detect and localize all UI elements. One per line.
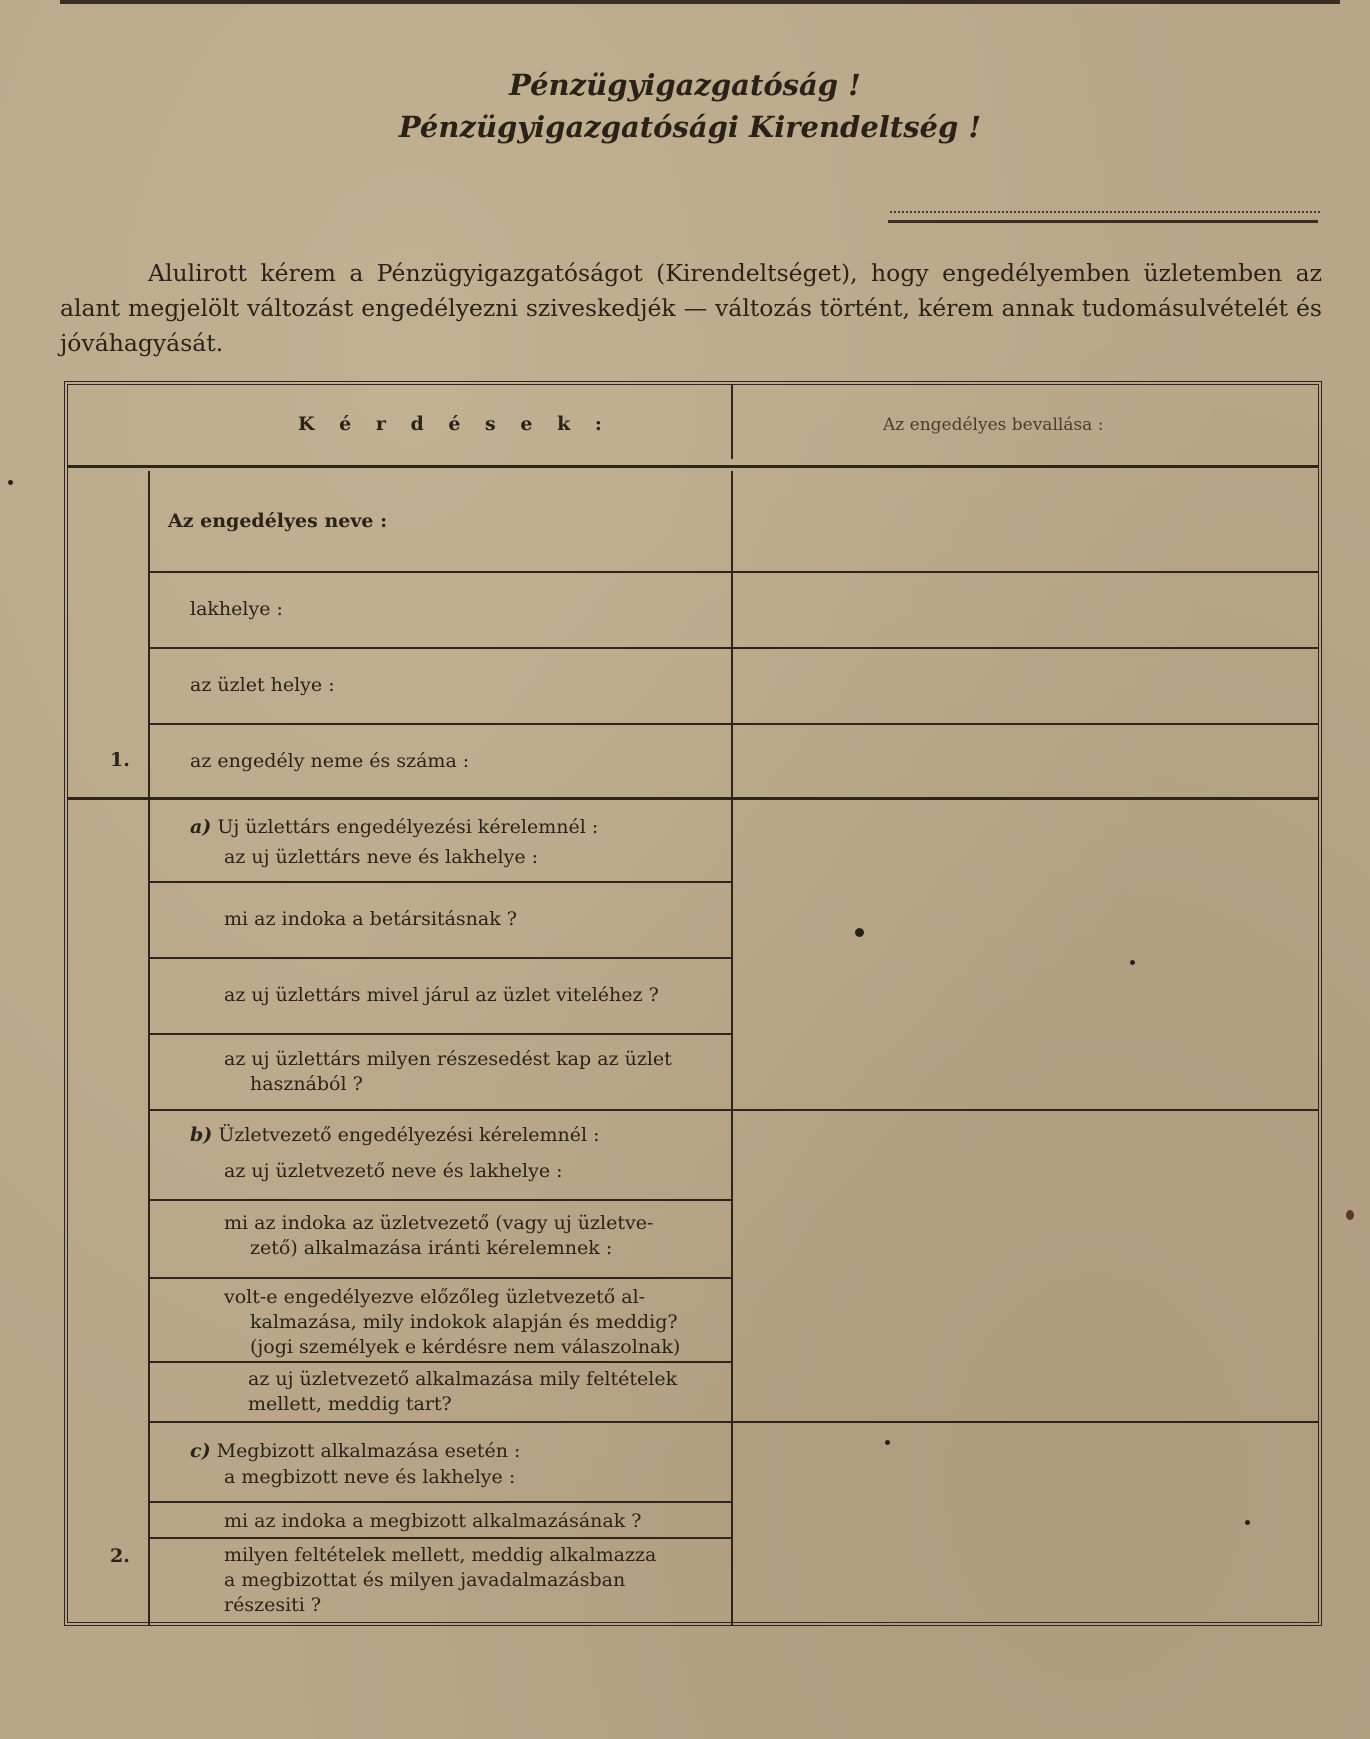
section-1-number: 1. xyxy=(110,749,130,771)
option-b-marker: b) xyxy=(190,1124,213,1146)
shop-location-label: az üzlet helye : xyxy=(190,674,335,696)
agent-name-label: a megbizott neve és lakhelye : xyxy=(224,1466,516,1488)
agent-terms-line1: milyen feltételek mellett, meddig alkalmazza xyxy=(224,1544,657,1566)
answer-column-divider xyxy=(731,471,733,1626)
row-rule xyxy=(148,1199,731,1201)
option-c-marker: c) xyxy=(190,1440,211,1462)
engedelyes-name-label xyxy=(168,509,387,534)
group-rule xyxy=(148,1421,1318,1423)
partner-share-label xyxy=(224,1047,672,1097)
heading-branch-office: Pénzügyigazgatósági Kirendeltség ! xyxy=(398,110,982,144)
paper-speck xyxy=(8,480,13,485)
new-partner-request-title: Uj üzlettárs engedélyezési kérelemnél : xyxy=(217,816,599,838)
intro-paragraph xyxy=(60,256,1322,361)
section-2-number: 2. xyxy=(110,1545,130,1567)
manager-request-label xyxy=(190,1123,600,1148)
row-rule xyxy=(148,723,1318,725)
option-a-marker: a) xyxy=(190,816,212,838)
partner-share-line1: az uj üzlettárs milyen részesedést kap az üzlet xyxy=(224,1048,672,1070)
questions-table xyxy=(64,381,1322,1626)
signature-dotted-line xyxy=(890,211,1320,213)
top-rule xyxy=(60,0,1340,4)
residence-label: lakhelye : xyxy=(190,598,283,620)
partner-contribution-label: az uj üzlettárs mivel járul az üzlet viteléhez ? xyxy=(224,984,659,1006)
section-rule xyxy=(68,797,1318,800)
engedelyes-name-text: Az engedélyes neve : xyxy=(168,510,388,532)
manager-reason-line2: zető) alkalmazása iránti kérelemnek : xyxy=(250,1237,613,1259)
agent-terms-line3: részesiti ? xyxy=(224,1594,322,1616)
manager-reason-line1: mi az indoka az üzletvezető (vagy uj üzletve- xyxy=(224,1212,654,1234)
row-rule xyxy=(148,1033,731,1035)
header-column-divider xyxy=(731,385,733,459)
intro-text: Alulirott kérem a Pénzügyigazgatóságot (Kirendeltséget), hogy engedélyemben üzletemben az alant megjelölt változást engedélyezni sziveskedjék — változás történt, kérem annak tudomásulvételét és jóváhagyását. xyxy=(60,259,1322,357)
previous-manager-line1: volt-e engedélyezve előzőleg üzletvezető al- xyxy=(224,1286,646,1308)
row-rule xyxy=(148,1361,731,1363)
row-rule xyxy=(148,957,731,959)
answers-column-header: Az engedélyes bevallása : xyxy=(883,415,1104,435)
paper-speck xyxy=(855,928,864,937)
group-rule xyxy=(148,1109,1318,1111)
number-column-divider xyxy=(148,471,150,1626)
previous-manager-label xyxy=(224,1285,680,1360)
agent-reason-label: mi az indoka a megbizott alkalmazásának ? xyxy=(224,1510,642,1532)
manager-terms-line1: az uj üzletvezető alkalmazása mily feltételek xyxy=(248,1368,678,1390)
questions-column-header: K é r d é s e k : xyxy=(298,413,611,435)
paper-speck xyxy=(1130,960,1135,965)
paper-speck xyxy=(885,1440,890,1445)
signature-rule xyxy=(888,220,1318,223)
agent-terms-line2: a megbizottat és milyen javadalmazásban xyxy=(224,1569,626,1591)
agent-terms-label xyxy=(224,1543,656,1618)
previous-manager-line3: (jogi személyek e kérdésre nem válaszolnak) xyxy=(250,1336,681,1358)
partner-share-line2: hasznából ? xyxy=(250,1073,363,1095)
manager-terms-label xyxy=(248,1367,677,1417)
manager-terms-line2: mellett, meddig tart? xyxy=(248,1393,452,1415)
row-rule xyxy=(148,881,731,883)
header-rule xyxy=(68,465,1318,468)
paper-speck xyxy=(1346,1210,1354,1220)
row-rule xyxy=(148,1537,731,1539)
heading-office: Pénzügyigazgatóság ! xyxy=(509,68,861,102)
manager-request-title: Üzletvezető engedélyezési kérelemnél : xyxy=(218,1124,600,1146)
licence-type-label: az engedély neme és száma : xyxy=(190,750,470,772)
row-rule xyxy=(148,571,1318,573)
row-rule xyxy=(148,647,1318,649)
row-rule xyxy=(148,1501,731,1503)
manager-reason-label xyxy=(224,1211,653,1261)
new-manager-name-label: az uj üzletvezető neve és lakhelye : xyxy=(224,1160,563,1182)
agent-employment-title: Megbizott alkalmazása esetén : xyxy=(216,1440,521,1462)
new-partner-request-label xyxy=(190,815,598,840)
new-partner-name-label: az uj üzlettárs neve és lakhelye : xyxy=(224,846,539,868)
partnership-reason-label: mi az indoka a betársitásnak ? xyxy=(224,908,517,930)
row-rule xyxy=(148,1277,731,1279)
previous-manager-line2: kalmazása, mily indokok alapján és meddig? xyxy=(250,1311,678,1333)
agent-employment-label xyxy=(190,1439,520,1464)
paper-speck xyxy=(1245,1520,1250,1525)
